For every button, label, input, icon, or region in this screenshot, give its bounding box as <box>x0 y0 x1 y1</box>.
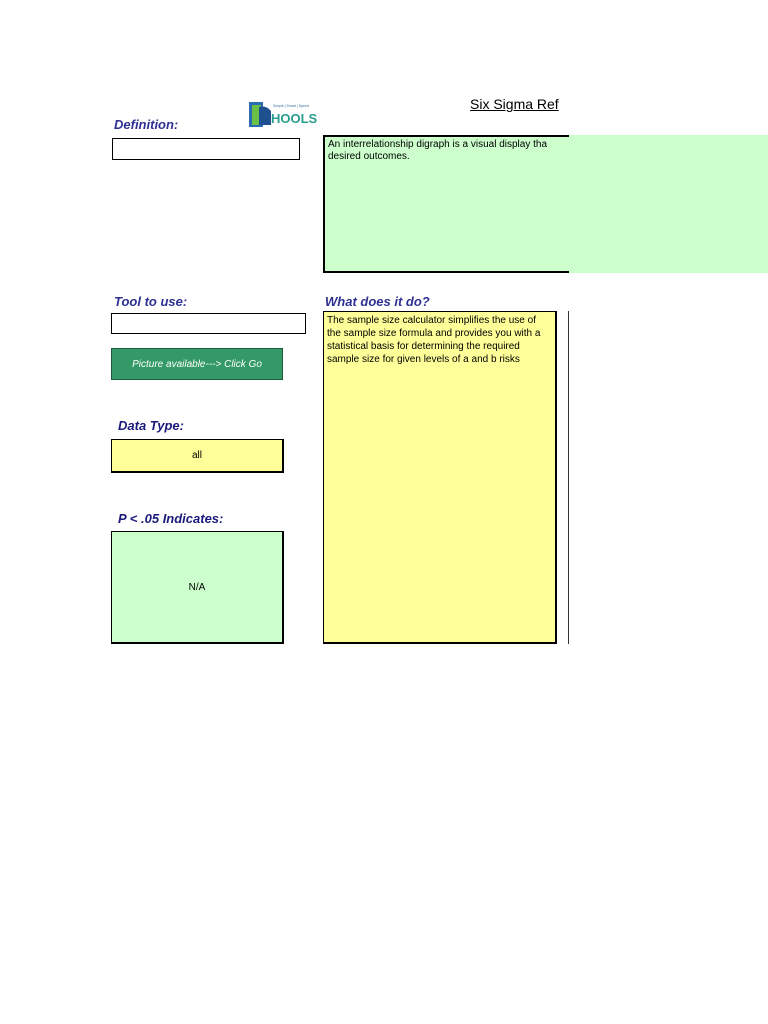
logo-wordmark: HOOLS <box>271 111 318 126</box>
picture-go-button[interactable]: Picture available---> Click Go <box>111 348 283 380</box>
what-label: What does it do? <box>325 294 430 309</box>
definition-label: Definition: <box>114 117 179 132</box>
definition-area-extension <box>569 135 768 273</box>
what-text: The sample size calculator simplifies the use of the sample size formula and provides you with a statistical basis for determining the required sample size for given levels of a and b risks <box>323 311 557 644</box>
p-value-label: P < .05 Indicates: <box>118 511 224 526</box>
column-divider <box>568 311 569 644</box>
definition-text-line1: An interrelationship digraph is a visual display tha <box>328 139 548 150</box>
tool-input[interactable] <box>111 313 306 334</box>
p-value-box: N/A <box>111 531 284 644</box>
tool-label: Tool to use: <box>114 294 188 309</box>
definition-input[interactable] <box>112 138 300 160</box>
svg-text:Simple | Smart | Speed: Simple | Smart | Speed <box>273 104 309 108</box>
page-title: Six Sigma Ref <box>470 96 559 112</box>
tools-logo <box>249 101 318 128</box>
data-type-value: all <box>111 439 284 473</box>
logo-graphic <box>249 101 318 128</box>
data-type-label: Data Type: <box>118 418 184 433</box>
definition-text <box>323 135 569 273</box>
definition-text-line2: desired outcomes. <box>328 151 410 162</box>
